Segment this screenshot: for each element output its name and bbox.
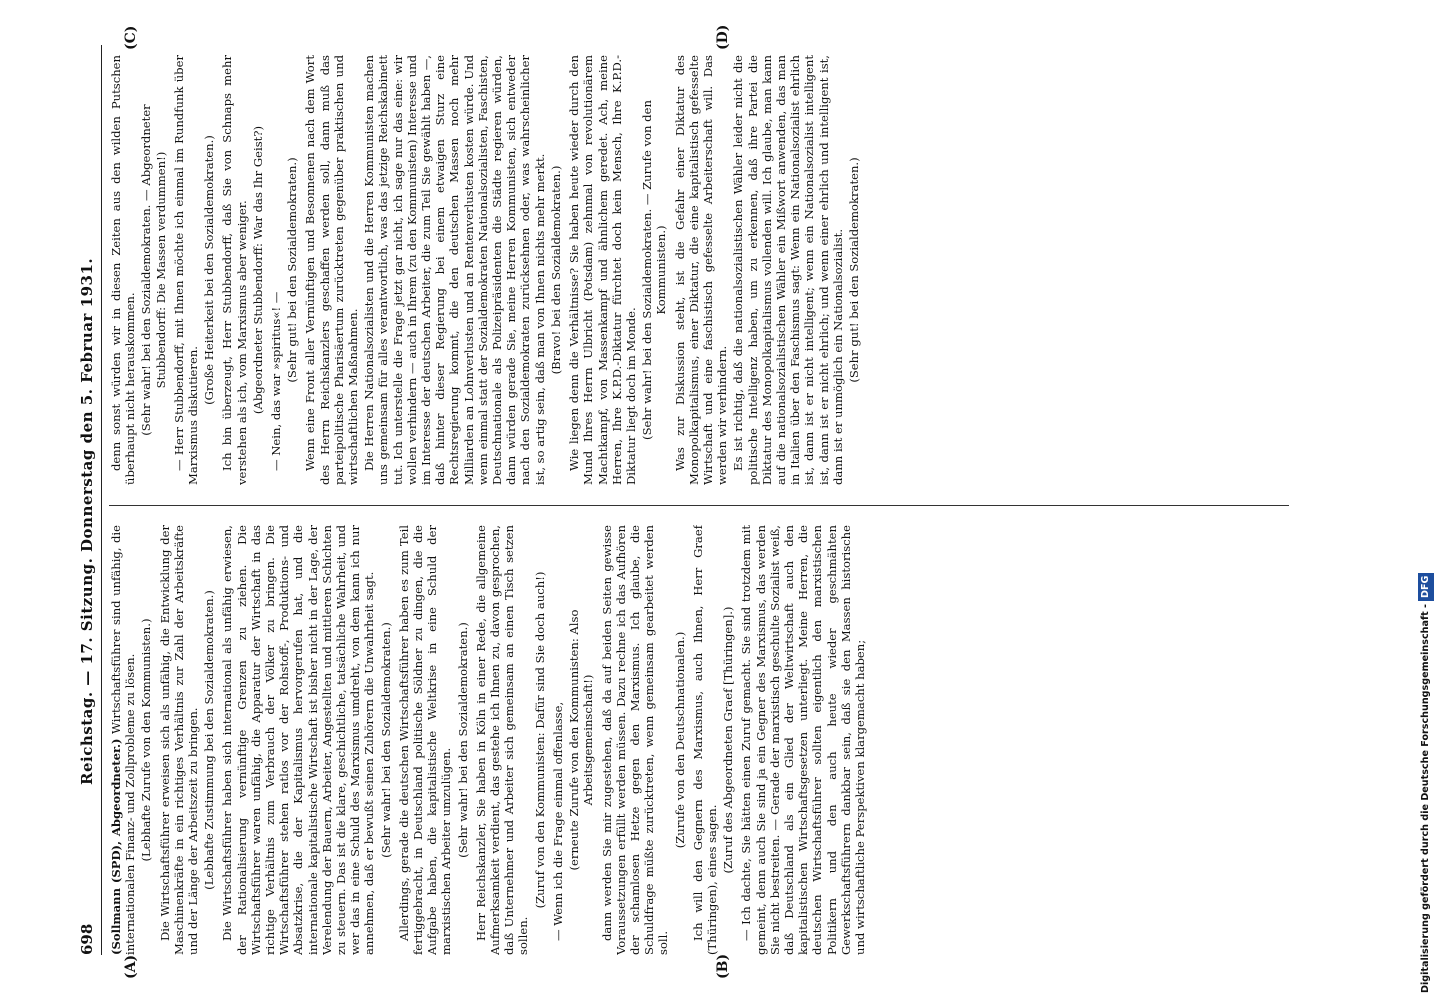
interjection: (erneute Zurufe von den Kommunisten: Also Arbeitsgemeinschaft!)	[567, 609, 596, 871]
speech-paragraph: Was zur Diskussion steht, ist die Gefahr einer Diktatur des Monopolkapitalismus, einer Diktatur, die eine kapitalistisch gefesselte Wirtschaft und eine faschistisch gefesselte Arbeiterschaft will. Das werden wir verhindern.	[672, 55, 730, 485]
interjection: (Lebhafte Zustimmung bei den Sozialdemokraten.)	[202, 590, 217, 890]
speech-paragraph: Ich bin überzeugt, Herr Stubbendorff, daß Sie von Schnaps mehr verstehen als ich, vom Marxismus aber weniger.	[220, 55, 249, 485]
rotated-page-content	[75, 24, 1305, 979]
dfg-logo: DFG	[1418, 573, 1434, 601]
speech-paragraph: — Herr Stubbendorff, mit Ihnen möchte ich einmal im Rundfunk über Marxismus diskutieren.	[171, 55, 201, 485]
margin-mark-b: (B)	[715, 953, 731, 979]
page-header	[75, 45, 102, 955]
page-number: 698	[78, 923, 96, 955]
interjection: (Zurufe von den Deutschnationalen.)	[672, 631, 687, 849]
column-divider	[109, 505, 1289, 506]
speech-paragraph: denn sonst würden wir in diesen Zeiten aus den wilden Putschen überhaupt nicht herauskommen.	[109, 55, 138, 485]
speech-paragraph: — Ich dachte, Sie hätten einen Zuruf gemacht. Sie sind trotzdem mit gemeint, denn auch Sie sind ja ein Gegner des Marxismus, das werden Sie nicht bestreiten. — Gerade der marxistisch geschulte Sozialist weiß, daß Deutschland als ein Glied der Weltwirtschaft auch den kapitalistischen Wirtschaftsgesetzen unterliegt. Meine Herren, die deutschen Wirtschaftsführer sollten eigentlich den marxistischen Politikern und den auch heute wieder geschmähten Gewerkschaftsführern dankbar sein, daß sie den Massen historische und wirtschaftliche Perspektiven klargemacht haben;	[739, 525, 867, 955]
digitization-credit	[1418, 8, 1434, 993]
running-title: Reichstag. — 17. Sitzung. Donnerstag den 5. Februar 1931.	[78, 257, 96, 785]
interjection: (Sehr gut! bei den Sozialdemokraten.)	[285, 157, 300, 383]
speech-paragraph: Wenn eine Front aller Vernünftigen und Besonnenen nach dem Wort des Herrn Reichskanzlers geschaffen werden soll, dann muß das parteipolitische Pharisäertum zurücktreten gegenüber praktischen und wirtschaftlichen Maßnahmen.	[303, 55, 361, 485]
speech-paragraph: — Nein, das war »spiritus«! —	[269, 291, 284, 471]
speech-paragraph: Allerdings, gerade die deutschen Wirtschaftsführer haben es zum Teil fertiggebracht, in Deutschland politische Söldner zu dingen, die die Aufgabe haben, die kapitalistische Weltkrise in eine Schuld der marxistischen Arbeiter umzulügen.	[396, 525, 454, 955]
speech-paragraph: Die Herren Nationalsozialisten und die Herren Kommunisten machen uns gemeinsam für alles verantwortlich, was das jetzige Reichskabinett tut. Ich unterstelle die Frage jetzt gar nicht, ich sage nur das eine: wir wollen verhindern — auch in Ihrem (zu den Kommunisten) Interesse und im Interesse der deutschen Arbeiter, die zum Teil Sie gewählt haben —, daß hinter dieser Regierung bei einem etwaigen Sturz eine Rechtsregierung kommt, die den deutschen Massen noch mehr Milliarden an Lohnverlusten und an Rentenverlusten kosten würde. Und wenn einmal statt der Sozialdemokraten Nationalsozialisten, Faschisten, Deutschnationale als Polizeipräsidenten die Städte regieren würden, dann würden gerade Sie, meine Herren Kommunisten, sich entweder nach den Sozialdemokraten zurücksehnen oder, was wahrscheinlicher ist, so artig sein, daß man von Ihnen nichts mehr merkt.	[362, 55, 547, 485]
speech-paragraph: Die Wirtschaftsführer erweisen sich als unfähig, die Entwicklung der Maschinenkräfte in ein richtiges Verhältnis zur Zahl der Arbeitskräfte und der Länge der Arbeitszeit zu bringen.	[157, 525, 201, 955]
speech-paragraph: Die Wirtschaftsführer haben sich international als unfähig erwiesen, der Rationalisierung vernünftige Grenzen zu ziehen. Die Wirtschaftsführer waren unfähig, die Apparatur der Wirtschaft in das richtige Verhältnis zum Verbrauch der Völker zu bringen. Die Wirtschaftsführer stehen ratlos vor der Rohstoff-, Produktions- und Absatzkrise, die der Kapitalismus hervorgerufen hat, und die internationale kapitalistische Wirtschaft ist bisher nicht in der Lage, der Verelendung der Bauern, Arbeiter, Angestellten und mittleren Schichten zu steuern. Das ist die klare, geschichtliche, tatsächliche Wahrheit, und wer das in eine Schuld des Marxismus umdreht, von dem kann ich nur annehmen, daß er bewußt seinen Zuhörern die Unwahrheit sagt.	[220, 525, 377, 955]
margin-mark-a: (A)	[123, 954, 139, 979]
interjection: (Bravo! bei den Sozialdemokraten.)	[548, 165, 563, 375]
interjection: (Sehr wahr! bei den Sozialdemokraten.)	[378, 622, 393, 858]
speech-paragraph: Ich will den Gegnern des Marxismus, auch Ihnen, Herr Graef (Thüringen), eines sagen.	[690, 525, 719, 955]
margin-mark-d: (D)	[715, 24, 731, 50]
right-column	[109, 55, 1299, 485]
speaker-name: (Sollmann (SPD), Abgeordneter.)	[109, 738, 123, 955]
interjection: (Zuruf von den Kommunisten: Dafür sind Sie doch auch!)	[532, 571, 547, 909]
interjection: (Sehr wahr! bei den Sozialdemokraten.)	[455, 622, 470, 858]
interjection: (Lebhafte Zurufe von den Kommunisten.)	[139, 618, 154, 862]
speech-paragraph: Es ist richtig, daß die nationalsozialistischen Wähler leider nicht die politische Intelligenz haben, um zu erkennen, daß ihre Partei die Diktatur des Monopolkapitalismus vollenden will. Ich glaube, man kann auf die nationalsozialistischen Wähler ein Mißwort anwenden, das man in Italien über den Faschismus sagt: Wenn ein Nationalsozialist ehrlich ist, dann ist er nicht intelligent; wenn ein Nationalsozialist intelligent ist, dann ist er nicht ehrlich; und wenn einer ehrlich und intelligent ist, dann ist er unmöglich ein Nationalsozialist.	[731, 55, 845, 485]
speech-paragraph: Wie liegen denn die Verhältnisse? Sie haben heute wieder durch den Mund Ihres Herrn Ulbricht (Potsdam) zehnmal von revolutionärem Machtkampf, von Massenkampf und ähnlichem geredet. Ach, meine Herren, Ihre K.P.D.-Diktatur fürchtet doch kein Mensch, Ihre K.P.D.-Diktatur liegt doch im Monde.	[567, 55, 638, 485]
speaker-paragraph	[109, 525, 137, 955]
left-column	[109, 525, 1299, 955]
speech-paragraph: Herr Reichskanzler, Sie haben in Köln in einer Rede, die allgemeine Aufmerksamkeit verdient, das gestehe ich Ihnen zu, davon gesprochen, daß Unternehmer und Arbeiter sich gemeinsam an einen Tisch setzen sollen.	[473, 525, 531, 955]
speech-paragraph: — Wenn ich die Frage einmal offenlasse,	[550, 701, 565, 941]
interjection: (Abgeordneter Stubbendorff: War das Ihr Geist?)	[250, 125, 265, 415]
margin-mark-c: (C)	[123, 25, 139, 50]
interjection: (Sehr wahr! bei den Sozialdemokraten. — Abgeordneter Stubbendorff: Die Massen verdummen!)	[139, 104, 168, 436]
interjection: (Sehr wahr! bei den Sozialdemokraten. — Zurufe von den Kommunisten.)	[640, 100, 669, 440]
speech-paragraph: dann werden Sie mir zugestehen, daß da auf beiden Seiten gewisse Voraussetzungen erfüllt werden müssen. Dazu rechne ich das Aufhören der schamlosen Hetze gegen den Marxismus. Ich glaube, die Schuldfrage müßte zurücktreten, wenn gemeinsam gearbeitet werden soll.	[599, 525, 671, 955]
interjection: (Sehr gut! bei den Sozialdemokraten.)	[846, 157, 861, 383]
credit-text: Digitalisierung gefördert durch die Deutsche Forschungsgemeinschaft -	[1420, 603, 1431, 993]
interjection: (Große Heiterkeit bei den Sozialdemokraten.)	[202, 135, 217, 405]
interjection: (Zuruf des Abgeordneten Graef [Thüringen].)	[721, 606, 736, 874]
speech-text: Wirtschaftsführer sind unfähig, die internationalen Finanz- und Zollprobleme zu lösen.	[109, 525, 138, 955]
